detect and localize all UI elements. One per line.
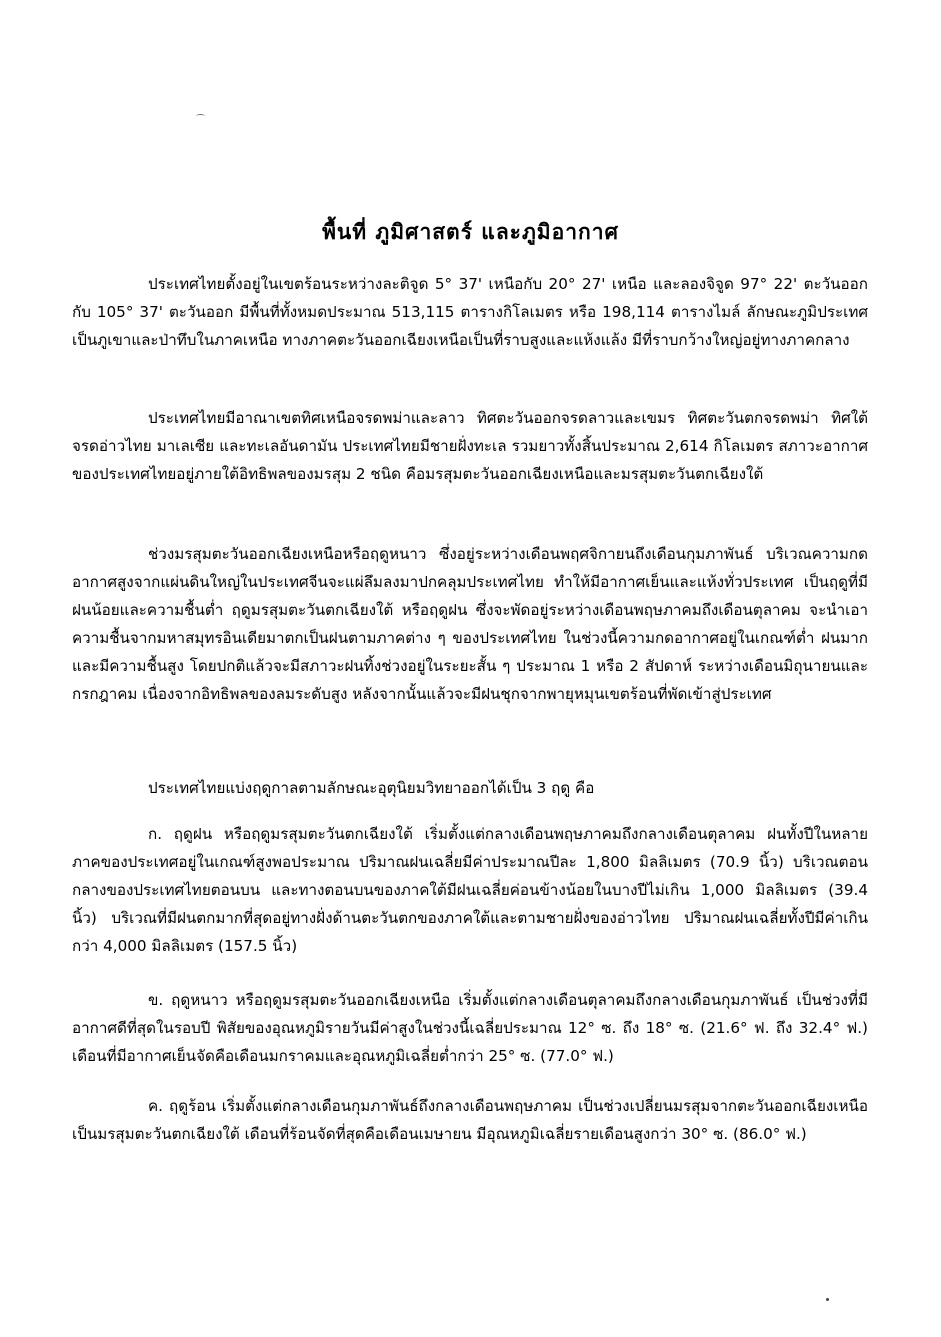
scan-dot bbox=[826, 1298, 829, 1301]
paragraph-cool-season: ข. ฤดูหนาว หรือฤดูมรสุมตะวันออกเฉียงเหนือ เริ่มตั้งแต่กลางเดือนตุลาคมถึงกลางเดือนกุมภาพันธ์ เป็นช่วงที่มีอากาศดีที่สุดในรอบปี พิสัยของอุณหภูมิรายวันมีค่าสูงในช่วงนี้เฉลี่ยประมาณ 12° ซ. ถึง 18° ซ. (21.6° ฟ. ถึง 32.4° ฟ.) เดือนที่มีอากาศเย็นจัดคือเดือนมกราคมและอุณหภูมิเฉลี่ยต่ำกว่า 25° ซ. (77.0° ฟ.) bbox=[72, 991, 868, 1065]
page-title: พื้นที่ ภูมิศาสตร์ และภูมิอากาศ bbox=[322, 220, 619, 245]
paragraph-seasons-intro: ประเทศไทยแบ่งฤดูกาลตามลักษณะอุตุนิยมวิทยาออกได้เป็น 3 ฤดู คือ bbox=[148, 779, 595, 797]
paragraph-borders: ประเทศไทยมีอาณาเขตทิศเหนือจรดพม่าและลาว ทิศตะวันออกจรดลาวและเขมร ทิศตะวันตกจรดพม่า ทิศใต้จรดอ่าวไทย มาเลเซีย และทะเลอันดามัน ประเทศไทยมีชายฝั่งทะเล รวมยาวทั้งสิ้นประมาณ 2,614 กิโลเมตร สภาวะอากาศของประเทศไทยอยู่ภายใต้อิทธิพลของมรสุม 2 ชนิด คือมรสุมตะวันออกเฉียงเหนือและมรสุมตะวันตกเฉียงใต้ bbox=[72, 409, 868, 483]
paragraph-hot-season: ค. ฤดูร้อน เริ่มตั้งแต่กลางเดือนกุมภาพันธ์ถึงกลางเดือนพฤษภาคม เป็นช่วงเปลี่ยนมรสุมจากตะวันออกเฉียงเหนือเป็นมรสุมตะวันตกเฉียงใต้ เดือนที่ร้อนจัดที่สุดคือเดือนเมษายน มีอุณหภูมิเฉลี่ยรายเดือนสูงกว่า 30° ซ. (86.0° ฟ.) bbox=[72, 1097, 868, 1143]
paragraph-rainy-season: ก. ฤดูฝน หรือฤดูมรสุมตะวันตกเฉียงใต้ เริ่มตั้งแต่กลางเดือนพฤษภาคมถึงกลางเดือนตุลาคม ฝนทั้งปีในหลายภาคของประเทศอยู่ในเกณฑ์สูงพอประมาณ ปริมาณฝนเฉลี่ยมีค่าประมาณปีละ 1,800 มิลลิเมตร (70.9 นิ้ว) บริเวณตอนกลางของประเทศไทยตอนบน และทางตอนบนของภาคใต้มีฝนเฉลี่ยค่อนข้างน้อยในบางปีไม่เกิน 1,000 มิลลิเมตร (39.4 นิ้ว) บริเวณที่มีฝนตกมากที่สุดอยู่ทางฝั่งด้านตะวันตกของภาคใต้และตามชายฝั่งของอ่าวไทย ปริมาณฝนเฉลี่ยทั้งปีมีค่าเกินกว่า 4,000 มิลลิเมตร (157.5 นิ้ว) bbox=[72, 825, 868, 955]
paragraph-monsoons: ช่วงมรสุมตะวันออกเฉียงเหนือหรือฤดูหนาว ซึ่งอยู่ระหว่างเดือนพฤศจิกายนถึงเดือนกุมภาพันธ์ บริเวณความกดอากาศสูงจากแผ่นดินใหญ่ในประเทศจีนจะแผ่ลึมลงมาปกคลุมประเทศไทย ทำให้มีอากาศเย็นและแห้งทั่วประเทศ เป็นฤดูที่มีฝนน้อยและความชื้นต่ำ ฤดูมรสุมตะวันตกเฉียงใต้ หรือฤดูฝน ซึ่งจะพัดอยู่ระหว่างเดือนพฤษภาคมถึงเดือนตุลาคม จะนำเอาความชื้นจากมหาสมุทรอินเดียมาตกเป็นฝนตามภาคต่าง ๆ ของประเทศไทย ในช่วงนี้ความกดอากาศอยู่ในเกณฑ์ต่ำ ฝนมากและมีความชื้นสูง โดยปกติแล้วจะมีสภาวะฝนทิ้งช่วงอยู่ในระยะสั้น ๆ ประมาณ 1 หรือ 2 สัปดาห์ ระหว่างเดือนมิถุนายนและกรกฎาคม เนื่องจากอิทธิพลของลมระดับสูง หลังจากนั้นแล้วจะมีฝนชุกจากพายุหมุนเขตร้อนที่พัดเข้าสู่ประเทศ bbox=[72, 545, 868, 703]
scan-speck bbox=[196, 114, 205, 118]
paragraph-location: ประเทศไทยตั้งอยู่ในเขตร้อนระหว่างละติจูด 5° 37' เหนือกับ 20° 27' เหนือ และลองจิจูด 97° 22' ตะวันออก กับ 105° 37' ตะวันออก มีพื้นที่ทั้งหมดประมาณ 513,115 ตารางกิโลเมตร หรือ 198,114 ตารางไมล์ ลักษณะภูมิประเทศเป็นภูเขาและป่าทึบในภาคเหนือ ทางภาคตะวันออกเฉียงเหนือเป็นที่ราบสูงและแห้งแล้ง มีที่ราบกว้างใหญ่อยู่ทางภาคกลาง bbox=[72, 275, 868, 349]
